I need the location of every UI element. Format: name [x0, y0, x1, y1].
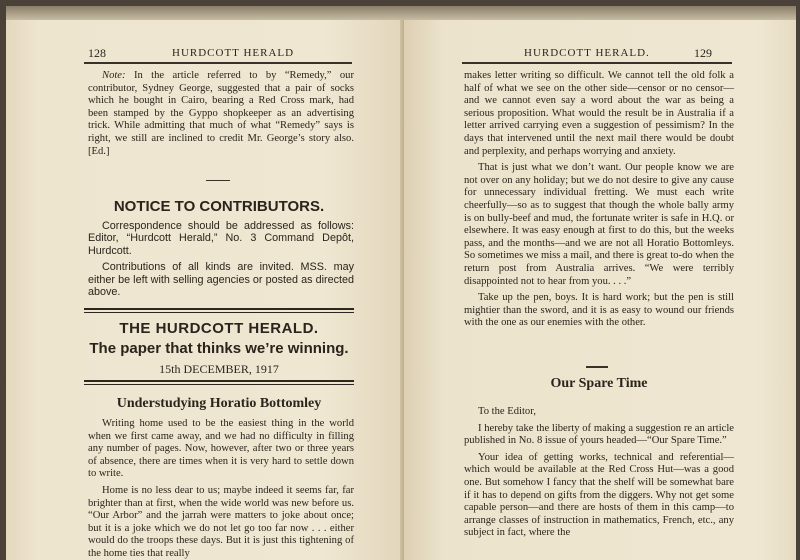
masthead-slogan: The paper that thinks we’re winning.	[89, 340, 349, 357]
book-spread	[6, 6, 796, 559]
section-divider	[206, 180, 230, 181]
article-paragraph: That is just what we don’t want. Our people know we are not over on any holiday; but we do not desire to give any cause for unnecessary individual fretting. We must each write cheerfully—so as to suggest that though the whole bally army is on bully-beef and mud, the fortunate writer is safe in H.Q. or elsewhere. It was easy enough at first to do this, but the weeks pass, and the months—and we are not all Horatio Bottomleys. So sometimes we miss a mail, and there is great to-do when the return post from Australia arrives. “We were terribly disappointed not to hear from you. . . .”	[464, 162, 734, 287]
left-page-number: 128	[88, 46, 106, 60]
masthead-bottom-rule	[84, 380, 354, 385]
article-body	[88, 418, 354, 560]
right-page	[404, 20, 796, 560]
letter-body	[464, 406, 734, 544]
note-label: Note:	[102, 70, 126, 81]
letter-paragraph: I hereby take the liberty of making a suggestion re an article published in No. 8 issue of yours headed—“Our Spare Time.”	[464, 422, 734, 447]
left-running-head: HURDCOTT HERALD	[172, 47, 295, 59]
masthead-title: THE HURDCOTT HERALD.	[119, 320, 319, 337]
header-rule	[462, 62, 732, 64]
right-page-number: 129	[694, 46, 712, 60]
note-text: In the article referred to by “Remedy,” our contributor, Sydney George, suggested that a pair of socks which he bought in Cairo, bearing a Red Cross mark, had been stamped by the Gyppo shopkeeper as an advertising trick. While admitting that much of what “Remedy” says is right, we still are inclined to credit Mr. George’s story also. [Ed.]	[88, 70, 354, 157]
masthead-date: 15th DECEMBER, 1917	[159, 362, 279, 376]
letter-salutation: To the Editor,	[478, 406, 536, 417]
right-running-head: HURDCOTT HERALD.	[524, 47, 650, 59]
letter-paragraph: Your idea of getting works, technical and referential—which would be available at the Red Cross Hut—was a good one. But somehow I fancy that the shelf will be somewhat bare if it has to depend on gifts from the diggers. Why not get some capable person—and there are hosts of them in this camp—to arrange classes of instruction in mathematics, French, etc., any subject in fact, where the	[464, 451, 734, 539]
notice-paragraph: Correspondence should be addressed as follows: Editor, “Hurdcott Herald,” No. 3 Command Depôt, Hurdcott.	[88, 220, 354, 257]
header-rule	[84, 62, 352, 64]
article-paragraph: makes letter writing so difficult. We cannot tell the old folk a half of what we see on the other side—censor or no censor—and we cannot even say a word about the war as being a serious proposition. What would the result be in Australia if a letter arrived carrying even a suggestion of pessimism? In the days that intervened until the next mail there would be doubt and perplexity, and perhaps worrying and anxiety.	[464, 70, 734, 157]
article-paragraph: Take up the pen, boys. It is hard work; but the pen is still mightier than the sword, and it is as easy to wound our friends with the one as our enemies with the other.	[464, 292, 734, 329]
editor-note	[88, 70, 354, 162]
left-page	[6, 20, 404, 560]
section-title: Our Spare Time	[550, 376, 648, 391]
article-continuation	[464, 70, 734, 334]
section-divider	[586, 366, 608, 368]
article-paragraph: Writing home used to be the easiest thing in the world when we first came away, and we had no difficulty in filling any number of pages. Now, however, after two or three years of absence, there are times when it is very hard to settle down to write.	[88, 418, 354, 480]
article-paragraph: Home is no less dear to us; maybe indeed it seems far, far brighter than at first, when the wide world was new before us. “Our Arbor” and the jarrah were matters to joke about once; but it is a joke which we do not let go too far now . . . either would do the troops these days. But it is just this tightening of the home ties that really	[88, 484, 354, 559]
article-title: Understudying Horatio Bottomley	[116, 396, 322, 411]
notice-heading: NOTICE TO CONTRIBUTORS.	[113, 198, 325, 215]
masthead-top-rule	[84, 308, 354, 313]
notice-paragraph: Contributions of all kinds are invited. MSS. may either be left with selling agencies or posted as directed above.	[88, 261, 354, 299]
notice-body	[88, 220, 354, 302]
